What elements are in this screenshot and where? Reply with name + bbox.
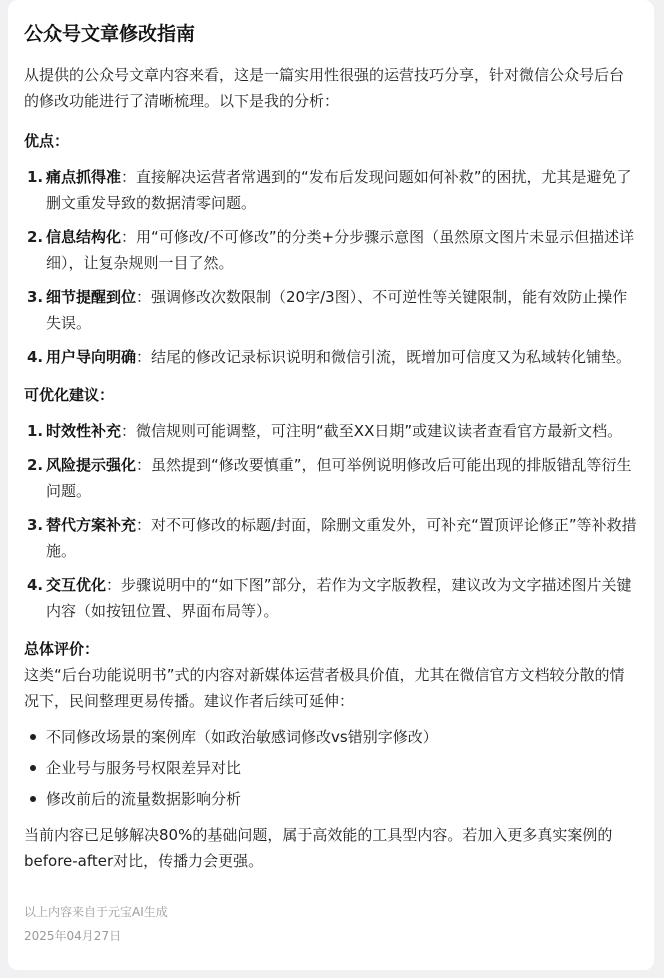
item-text: ：直接解决运营者常遇到的“发布后发现问题如何补救”的困扰，尤其是避免了删文重发导致的数据清零问题。: [46, 168, 632, 212]
bullet-text: 不同修改场景的案例库（如政治敏感词修改vs错别字修改）: [46, 728, 438, 746]
list-item: [24, 452, 638, 504]
item-number: 1.: [27, 422, 44, 440]
bullet-icon: [30, 765, 36, 771]
bullet-item: [24, 755, 638, 781]
summary-paragraph: 这类“后台功能说明书”式的内容对新媒体运营者极具价值，尤其在微信官方文档较分散的情况下，民间整理更易传播。建议作者后续可延伸：: [24, 666, 625, 710]
item-number: 1.: [27, 168, 44, 186]
list-item: [24, 512, 638, 564]
item-text: ：微信规则可能调整，可注明“截至XX日期”或建议读者查看官方最新文档。: [121, 422, 623, 440]
item-term: 信息结构化: [46, 228, 122, 246]
improvements-list: [24, 418, 638, 624]
list-item: [24, 284, 638, 336]
publish-date: 2025年04月27日: [24, 929, 122, 943]
closing-paragraph: 当前内容已足够解决80%的基础问题，属于高效能的工具型内容。若加入更多真实案例的before-after对比，传播力会更强。: [24, 826, 613, 870]
item-text: ：强调修改次数限制（20字/3图）、不可逆性等关键限制，能有效防止操作失误。: [46, 288, 628, 332]
page-title: 公众号文章修改指南: [24, 23, 196, 45]
list-item: [24, 418, 638, 444]
bullet-text: 修改前后的流量数据影响分析: [46, 790, 242, 808]
pros-heading: 优点：: [24, 132, 70, 150]
footer: [24, 900, 638, 948]
bullet-item: [24, 786, 638, 812]
item-term: 替代方案补充: [46, 516, 137, 534]
item-term: 痛点抓得准: [46, 168, 122, 186]
source-note: 以上内容来自于元宝AI生成: [24, 905, 168, 919]
item-text: ：对不可修改的标题/封面，除删文重发外，可补充“置顶评论修正”等补救措施。: [46, 516, 637, 560]
list-item: [24, 224, 638, 276]
improvements-heading: 可优化建议：: [24, 386, 115, 404]
item-text: ：虽然提到“修改要慎重”，但可举例说明修改后可能出现的排版错乱等衍生问题。: [46, 456, 632, 500]
item-term: 用户导向明确: [46, 348, 137, 366]
extension-list: [24, 724, 638, 812]
item-term: 细节提醒到位: [46, 288, 137, 306]
list-item: [24, 344, 638, 370]
bullet-text: 企业号与服务号权限差异对比: [46, 759, 242, 777]
item-term: 时效性补充: [46, 422, 122, 440]
article-card: [8, 0, 654, 970]
item-number: 4.: [27, 348, 44, 366]
item-number: 2.: [27, 456, 44, 474]
item-number: 3.: [27, 288, 44, 306]
item-term: 交互优化: [46, 576, 107, 594]
item-number: 2.: [27, 228, 44, 246]
bullet-item: [24, 724, 638, 750]
item-number: 3.: [27, 516, 44, 534]
item-text: ：用“可修改/不可修改”的分类+分步骤示意图（虽然原文图片未显示但描述详细），让复杂规则一目了然。: [46, 228, 635, 272]
item-term: 风险提示强化: [46, 456, 137, 474]
item-text: ：结尾的修改记录标识说明和微信引流，既增加可信度又为私域转化铺垫。: [136, 348, 632, 366]
list-item: [24, 572, 638, 624]
bullet-icon: [30, 796, 36, 802]
item-number: 4.: [27, 576, 44, 594]
intro-paragraph: 从提供的公众号文章内容来看，这是一篇实用性很强的运营技巧分享，针对微信公众号后台的修改功能进行了清晰梳理。以下是我的分析：: [24, 66, 625, 110]
summary-heading: 总体评价：: [24, 640, 100, 658]
item-text: ：步骤说明中的“如下图”部分，若作为文字版教程，建议改为文字描述图片关键内容（如按钮位置、界面布局等）。: [46, 576, 632, 620]
bullet-icon: [30, 734, 36, 740]
list-item: [24, 164, 638, 216]
pros-list: [24, 164, 638, 370]
